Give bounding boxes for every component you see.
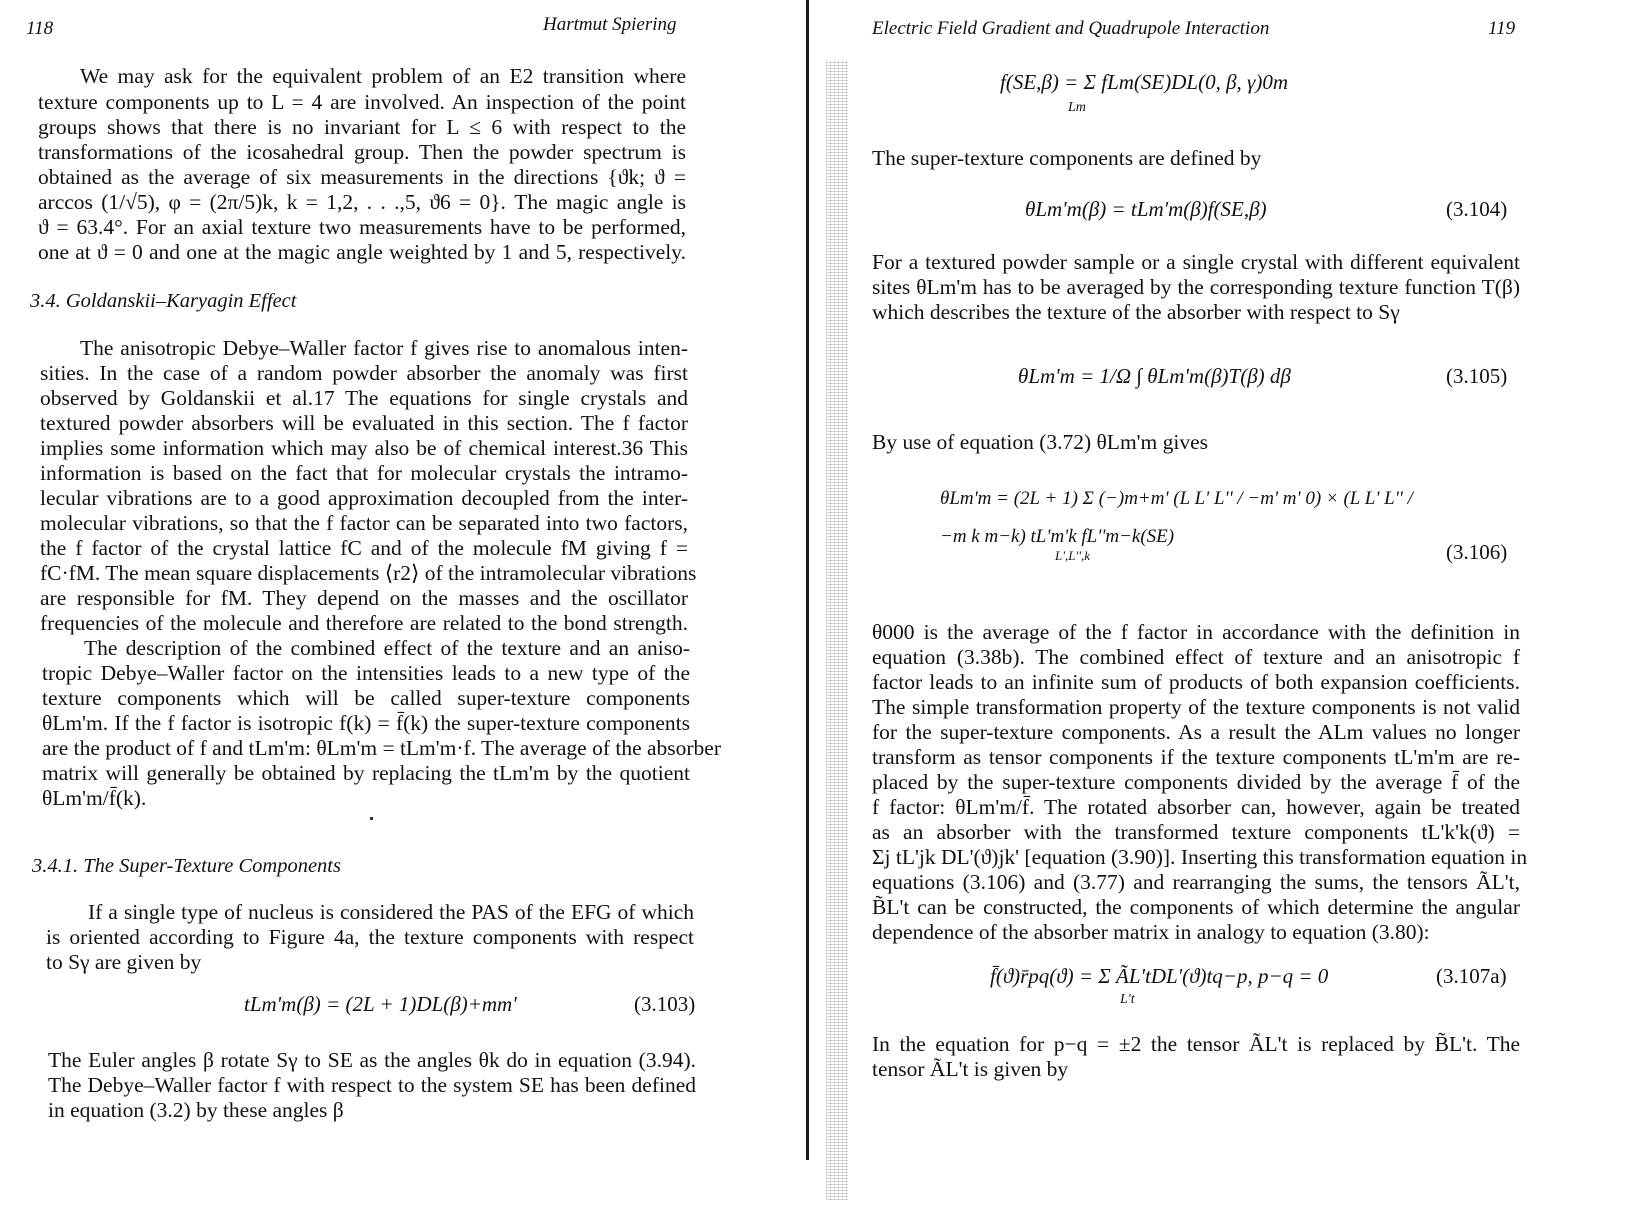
text-line: frequencies of the molecule and therefore are related to the bond strength.: [40, 611, 688, 635]
text-line: sities. In the case of a random powder absorber the anomaly was first: [40, 361, 688, 385]
text-line: in equation (3.2) by these angles β: [48, 1098, 344, 1122]
text-line: The super-texture components are defined by: [872, 146, 1262, 170]
text-line: The simple transformation property of the texture components is not valid: [872, 695, 1520, 719]
running-head-left: Hartmut Spiering: [543, 14, 677, 35]
text-line: The description of the combined effect of the texture and an aniso-: [84, 636, 690, 660]
scan-speck: [370, 817, 373, 820]
text-line: are responsible for fM. They depend on the masses and the oscillator: [40, 586, 688, 610]
text-line: fC·fM. The mean square displacements ⟨r2⟩ of the intramolecular vibrations: [40, 561, 697, 585]
equation-3-106: θLm'm = (2L + 1) Σ (−)m+m' (L L' L'' / −m' m' 0) × (L L' L'' / −m k m−k) tL'm'k fL''m−k(SE): [940, 488, 1413, 547]
text-line: obtained as the average of six measurements in the directions {ϑk; ϑ =: [38, 165, 686, 189]
page-number-right: 119: [1488, 18, 1516, 39]
equation-number-3-103: (3.103): [634, 992, 696, 1016]
text-line: placed by the super-texture components divided by the average f̄ of the: [872, 770, 1520, 794]
text-line: The Debye–Waller factor f with respect to the system SE has been defined: [48, 1073, 696, 1097]
text-line: dependence of the absorber matrix in analogy to equation (3.80):: [872, 920, 1430, 944]
text-line: θLm'm. If the f factor is isotropic f(k) = f̄(k) the super-texture components: [42, 711, 690, 735]
text-line: Σj tL'jk DL'(ϑ)jk' [equation (3.90)]. Inserting this transformation equation in: [872, 845, 1528, 869]
sum-limits: Lm: [1068, 100, 1086, 115]
text-line: implies some information which may also be of chemical interest.36 This: [40, 436, 688, 460]
equation-3-103: tLm'm(β) = (2L + 1)DL(β)+mm': [244, 992, 517, 1016]
equation-text: f̄(ϑ)r̄pq(ϑ) = Σ ÃL'tDL'(ϑ)tq−p, p−q = 0: [990, 964, 1329, 988]
text-line: texture components up to L = 4 are involved. An inspection of the point: [38, 90, 686, 114]
text-line: texture components which will be called super-texture components: [42, 686, 690, 710]
text-line: sites θLm'm has to be averaged by the corresponding texture function T(β): [872, 275, 1520, 299]
text-line: f factor: θLm'm/f̄. The rotated absorber can, however, again be treated: [872, 795, 1520, 819]
gutter-shadow-line: [806, 0, 809, 1160]
text-line: ϑ = 63.4°. For an axial texture two measurements have to be performed,: [38, 215, 686, 239]
text-line: The anisotropic Debye–Waller factor f gives rise to anomalous inten-: [80, 336, 688, 360]
equation-number-3-104: (3.104): [1446, 197, 1508, 221]
text-line: one at ϑ = 0 and one at the magic angle weighted by 1 and 5, respectively.: [38, 240, 686, 264]
text-line: groups shows that there is no invariant for L ≤ 6 with respect to the: [38, 115, 686, 139]
text-line: is oriented according to Figure 4a, the texture components with respect: [46, 925, 694, 949]
text-line: as an absorber with the transformed texture components tL'k'k(ϑ) =: [872, 820, 1520, 844]
equation-text: f(SE,β) = Σ fLm(SE)DL(0, β, γ)0m: [1000, 70, 1288, 94]
left-page: [0, 0, 800, 1208]
equation-3-107a: [990, 964, 1329, 1007]
text-line: For a textured powder sample or a single crystal with different equivalent: [872, 250, 1520, 274]
text-line: molecular vibrations, so that the f factor can be separated into two factors,: [40, 511, 688, 535]
text-line: equations (3.106) and (3.77) and rearranging the sums, the tensors ÃL't,: [872, 870, 1520, 894]
text-line: θ000 is the average of the f factor in accordance with the definition in: [872, 620, 1520, 644]
text-line: If a single type of nucleus is considered the PAS of the EFG of which: [88, 900, 694, 924]
equation-number-3-107a: (3.107a): [1436, 964, 1507, 988]
text-line: the f factor of the crystal lattice fC and of the molecule fM giving f =: [40, 536, 688, 560]
text-line: θLm'm/f̄(k).: [42, 786, 147, 810]
text-line: matrix will generally be obtained by replacing the tLm'm by the quotient: [42, 761, 690, 785]
equation-3-104: θLm'm(β) = tLm'm(β)f(SE,β): [1025, 197, 1267, 221]
sum-limits: L',L'',k: [1055, 548, 1091, 563]
text-line: textured powder absorbers will be evaluated in this section. The f factor: [40, 411, 688, 435]
text-line: tropic Debye–Waller factor on the intensities leads to a new type of the: [42, 661, 690, 685]
equation-number-3-106: (3.106): [1446, 540, 1508, 564]
equation-f-SE-beta: [1000, 70, 1288, 115]
text-line: to Sγ are given by: [46, 950, 202, 974]
text-line: information is based on the fact that for molecular crystals the intramo-: [40, 461, 688, 485]
text-line: arccos (1/√5), φ = (2π/5)k, k = 1,2, . . .,5, ϑ6 = 0}. The magic angle is: [38, 190, 686, 214]
equation-number-3-105: (3.105): [1446, 364, 1508, 388]
text-line: tensor ÃL't is given by: [872, 1057, 1069, 1081]
text-line: are the product of f and tLm'm: θLm'm = tLm'm·f. The average of the absorber: [42, 736, 722, 760]
text-line: lecular vibrations are to a good approximation decoupled from the inter-: [40, 486, 688, 510]
sum-limits: L't: [1120, 992, 1135, 1007]
text-line: The Euler angles β rotate Sγ to SE as the angles θk do in equation (3.94).: [48, 1048, 696, 1072]
text-line: which describes the texture of the absorber with respect to Sγ: [872, 300, 1400, 324]
text-line: for the super-texture components. As a result the ALm values no longer: [872, 720, 1520, 744]
text-line: In the equation for p−q = ±2 the tensor ÃL't is replaced by B̃L't. The: [872, 1032, 1520, 1056]
text-line: B̃L't can be constructed, the components of which determine the angular: [872, 895, 1520, 919]
text-line: equation (3.38b). The combined effect of texture and an anisotropic f: [872, 645, 1520, 669]
section-heading-3-4-1: 3.4.1. The Super-Texture Components: [32, 855, 341, 877]
text-line: transform as tensor components if the texture components tL'm'm are re-: [872, 745, 1520, 769]
text-line: observed by Goldanskii et al.17 The equations for single crystals and: [40, 386, 688, 410]
right-page: [840, 0, 1626, 1208]
text-line: By use of equation (3.72) θLm'm gives: [872, 430, 1209, 454]
text-line: We may ask for the equivalent problem of an E2 transition where: [80, 64, 686, 88]
equation-3-105: θLm'm = 1/Ω ∫ θLm'm(β)T(β) dβ: [1018, 364, 1291, 388]
text-line: factor leads to an infinite sum of products of both expansion coefficients.: [872, 670, 1520, 694]
running-head-right: Electric Field Gradient and Quadrupole Interaction: [872, 18, 1270, 39]
section-heading-3-4: 3.4. Goldanskii–Karyagin Effect: [30, 290, 297, 312]
text-line: transformations of the icosahedral group. Then the powder spectrum is: [38, 140, 686, 164]
page-number-left: 118: [26, 18, 54, 39]
